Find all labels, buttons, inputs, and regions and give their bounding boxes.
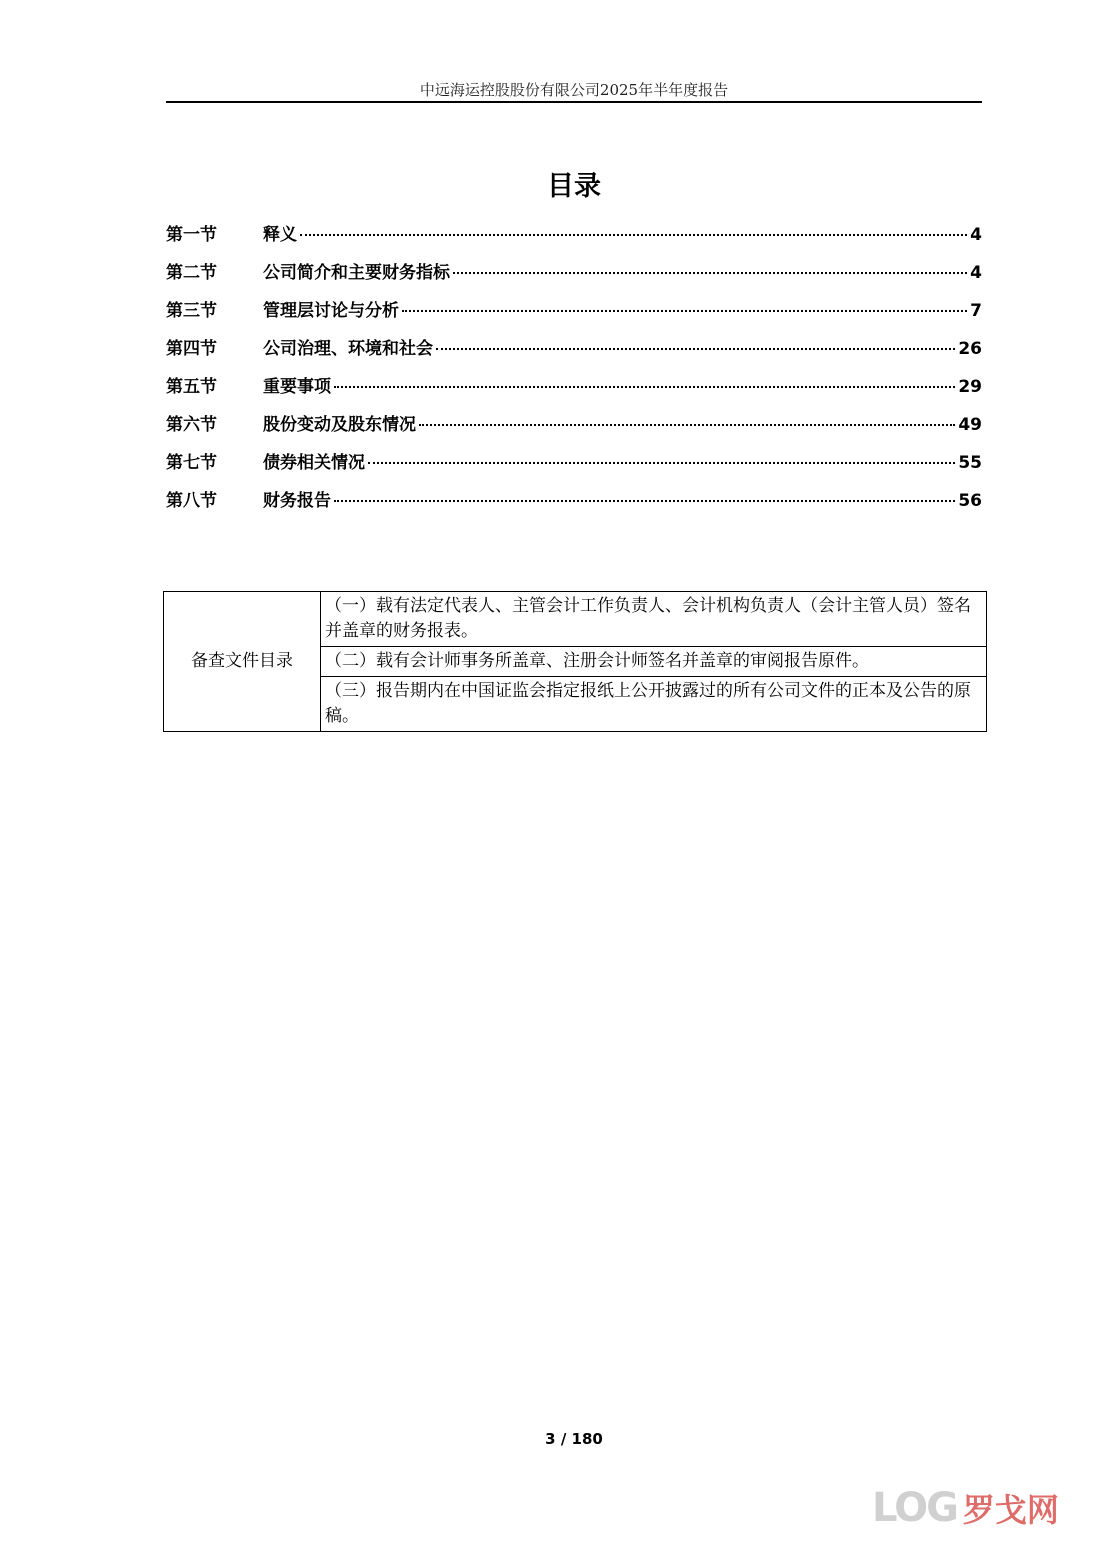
toc-page-number: 56 — [958, 491, 982, 511]
toc-section-number: 第三节 — [166, 301, 217, 321]
watermark-latin: LOG — [872, 1485, 957, 1531]
toc-page-number: 55 — [958, 453, 982, 473]
report-header-title: 中远海运控股股份有限公司2025年半年度报告 — [419, 81, 729, 99]
toc-entry[interactable] — [166, 374, 982, 412]
toc-entry[interactable] — [166, 412, 982, 450]
toc-section-number: 第二节 — [166, 263, 217, 283]
toc-list — [166, 222, 982, 526]
page-number: 3 / 180 — [545, 1430, 603, 1448]
toc-dot-leader — [453, 271, 967, 274]
toc-section-name: 公司治理、环境和社会 — [263, 339, 433, 359]
toc-dot-leader — [436, 347, 955, 350]
toc-title: 目录 — [547, 171, 601, 202]
toc-page-number: 26 — [958, 339, 982, 359]
header-divider — [166, 101, 982, 103]
toc-entry[interactable] — [166, 222, 982, 260]
toc-section-number: 第四节 — [166, 339, 217, 359]
reference-document-item: （三）报告期内在中国证监会指定报纸上公开披露过的所有公司文件的正本及公告的原稿。 — [321, 677, 987, 732]
toc-page-number: 4 — [970, 263, 982, 283]
toc-dot-leader — [419, 423, 955, 426]
toc-entry[interactable] — [166, 260, 982, 298]
toc-section-number: 第八节 — [166, 491, 217, 511]
table-row — [164, 592, 987, 647]
toc-page-number: 29 — [958, 377, 982, 397]
watermark-chinese: 罗戈网 — [962, 1491, 1059, 1529]
toc-dot-leader — [334, 499, 955, 502]
toc-dot-leader — [334, 385, 955, 388]
toc-section-number: 第六节 — [166, 415, 217, 435]
toc-dot-leader — [368, 461, 955, 464]
toc-page-number: 7 — [970, 301, 982, 321]
toc-entry[interactable] — [166, 336, 982, 374]
toc-dot-leader — [402, 309, 967, 312]
toc-section-number: 第七节 — [166, 453, 217, 473]
reference-documents-table — [163, 591, 987, 732]
toc-section-name: 财务报告 — [263, 491, 331, 511]
toc-section-number: 第五节 — [166, 377, 217, 397]
toc-entry[interactable] — [166, 488, 982, 526]
toc-section-number: 第一节 — [166, 225, 217, 245]
toc-dot-leader — [300, 233, 967, 236]
toc-entry[interactable] — [166, 450, 982, 488]
reference-document-item: （一）载有法定代表人、主管会计工作负责人、会计机构负责人（会计主管人员）签名并盖章的财务报表。 — [321, 592, 987, 647]
watermark-logo — [872, 1480, 1092, 1536]
toc-page-number: 4 — [970, 225, 982, 245]
toc-section-name: 债券相关情况 — [263, 453, 365, 473]
reference-documents-label: 备查文件目录 — [164, 592, 321, 732]
toc-section-name: 释义 — [263, 225, 297, 245]
toc-section-name: 股份变动及股东情况 — [263, 415, 416, 435]
toc-section-name: 管理层讨论与分析 — [263, 301, 399, 321]
toc-page-number: 49 — [958, 415, 982, 435]
toc-section-name: 公司简介和主要财务指标 — [263, 263, 450, 283]
toc-entry[interactable] — [166, 298, 982, 336]
reference-document-item: （二）载有会计师事务所盖章、注册会计师签名并盖章的审阅报告原件。 — [321, 647, 987, 677]
toc-section-name: 重要事项 — [263, 377, 331, 397]
